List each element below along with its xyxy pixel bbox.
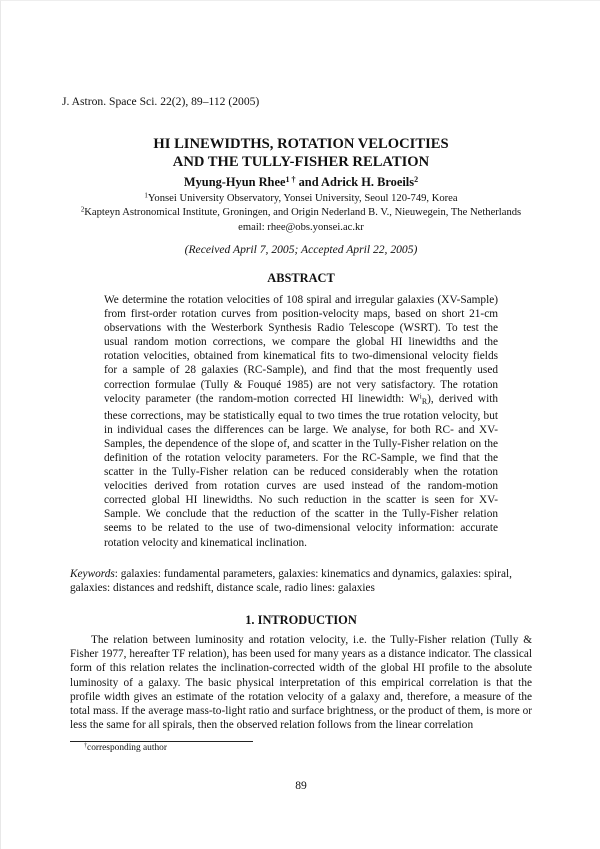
footnote-mark: † (84, 742, 88, 749)
introduction-body: The relation between luminosity and rotation velocity, i.e. the Tully-Fisher relation (Tully & Fisher 1977, hereafter TF relation), has been used for many years as a distance indicator. The classical form of this relation relates the inclination-corrected width of the global HI profile to the absolute luminosity of a galaxy. The basic physical interpretation of this empirical correlation is that the profile width gives an estimate of the rotation velocity of a galaxy and, therefore, a measure of the total mass. If the average mass-to-light ratio and surface brightness, or the product of them, is more or less the same for all spirals, then the observed relation follows from the linear correlation (70, 634, 532, 732)
paper-title-line-1: HI LINEWIDTHS, ROTATION VELOCITIES (153, 136, 449, 152)
received-dates: (Received April 7, 2005; Accepted April 22, 2005) (184, 243, 418, 256)
symbol-superscript: i (419, 390, 422, 400)
footnote-text: corresponding author (87, 743, 167, 753)
journal-reference: J. Astron. Space Sci. 22(2), 89–112 (2005) (62, 95, 260, 108)
keywords-label: Keywords (70, 568, 115, 580)
rotation-velocity-symbol (419, 390, 428, 406)
affiliation (1, 193, 600, 204)
author-affiliation-mark: 1 † (285, 174, 296, 184)
contact-email: email: rhee@obs.yonsei.ac.kr (238, 222, 364, 233)
abstract-body (104, 293, 498, 550)
symbol-subscript: R (421, 396, 428, 406)
page-number: 89 (295, 779, 307, 792)
introduction-heading: 1. INTRODUCTION (245, 613, 357, 627)
author-list (1, 175, 600, 190)
author-affiliation-mark: 2 (414, 174, 419, 184)
abstract-heading: ABSTRACT (267, 271, 335, 285)
keywords-text: : galaxies: fundamental parameters, galaxies: kinematics and dynamics, galaxies: spiral, galaxies: distances and redshift, distance scale, radio lines: galaxies (70, 568, 512, 595)
affiliation-text: Kapteyn Astronomical Institute, Groningen, and Origin Nederland B. V., Nieuwegein, The Netherlands (84, 207, 522, 218)
footnote (84, 743, 167, 753)
author-name: Myung-Hyun Rhee (183, 175, 286, 189)
abstract-text: We determine the rotation velocities of 108 spiral and irregular galaxies (XV-Sample) from first-order rotation curves from position-velocity maps, based on short 21-cm observations with the Westerbork Synthesis Radio Telescope (WSRT). To test the usual random motion corrections, we compare the global HI linewidths and the rotation velocities, obtained from kinematical fits to two-dimensional velocity fields for a sample of 28 galaxies (RC-Sample), and find that the most frequently used correction formulae (Tully & Fouqué 1985) are not very satisfactory. The rotation velocity parameter (the random-motion corrected HI linewidth: W (104, 294, 498, 405)
author-name: Adrick H. Broeils (321, 175, 415, 189)
affiliation-mark: 1 (144, 192, 148, 200)
affiliation-mark: 2 (80, 206, 85, 214)
affiliation (1, 207, 600, 218)
abstract-text: ), derived with these corrections, may be statistically equal to two times the true rotation velocity, but in individual cases the differences can be large. We analyse, for both RC- and XV-Samples, the dependence of the slope of, and scatter in the Tully-Fisher relation on the definition of the rotation velocity parameters. For the RC-Sample, we find that the scatter in the Tully-Fisher relation can be reduced considerably when the rotation velocities derived from rotation curves are used instead of the random-motion corrected global HI linewidths. No such reduction in the scatter is seen for XV-Sample. We conclude that the reduction of the scatter in the Tully-Fisher relation seems to be related to the use of two-dimensional velocity information: accurate rotation velocity and kinematical inclination. (104, 392, 498, 549)
affiliation-text: Yonsei University Observatory, Yonsei University, Seoul 120-749, Korea (147, 193, 458, 204)
author-conjunction: and (295, 175, 322, 189)
footnote-divider (70, 741, 253, 742)
paper-title-line-2: AND THE TULLY-FISHER RELATION (172, 154, 430, 170)
keywords (70, 567, 532, 595)
